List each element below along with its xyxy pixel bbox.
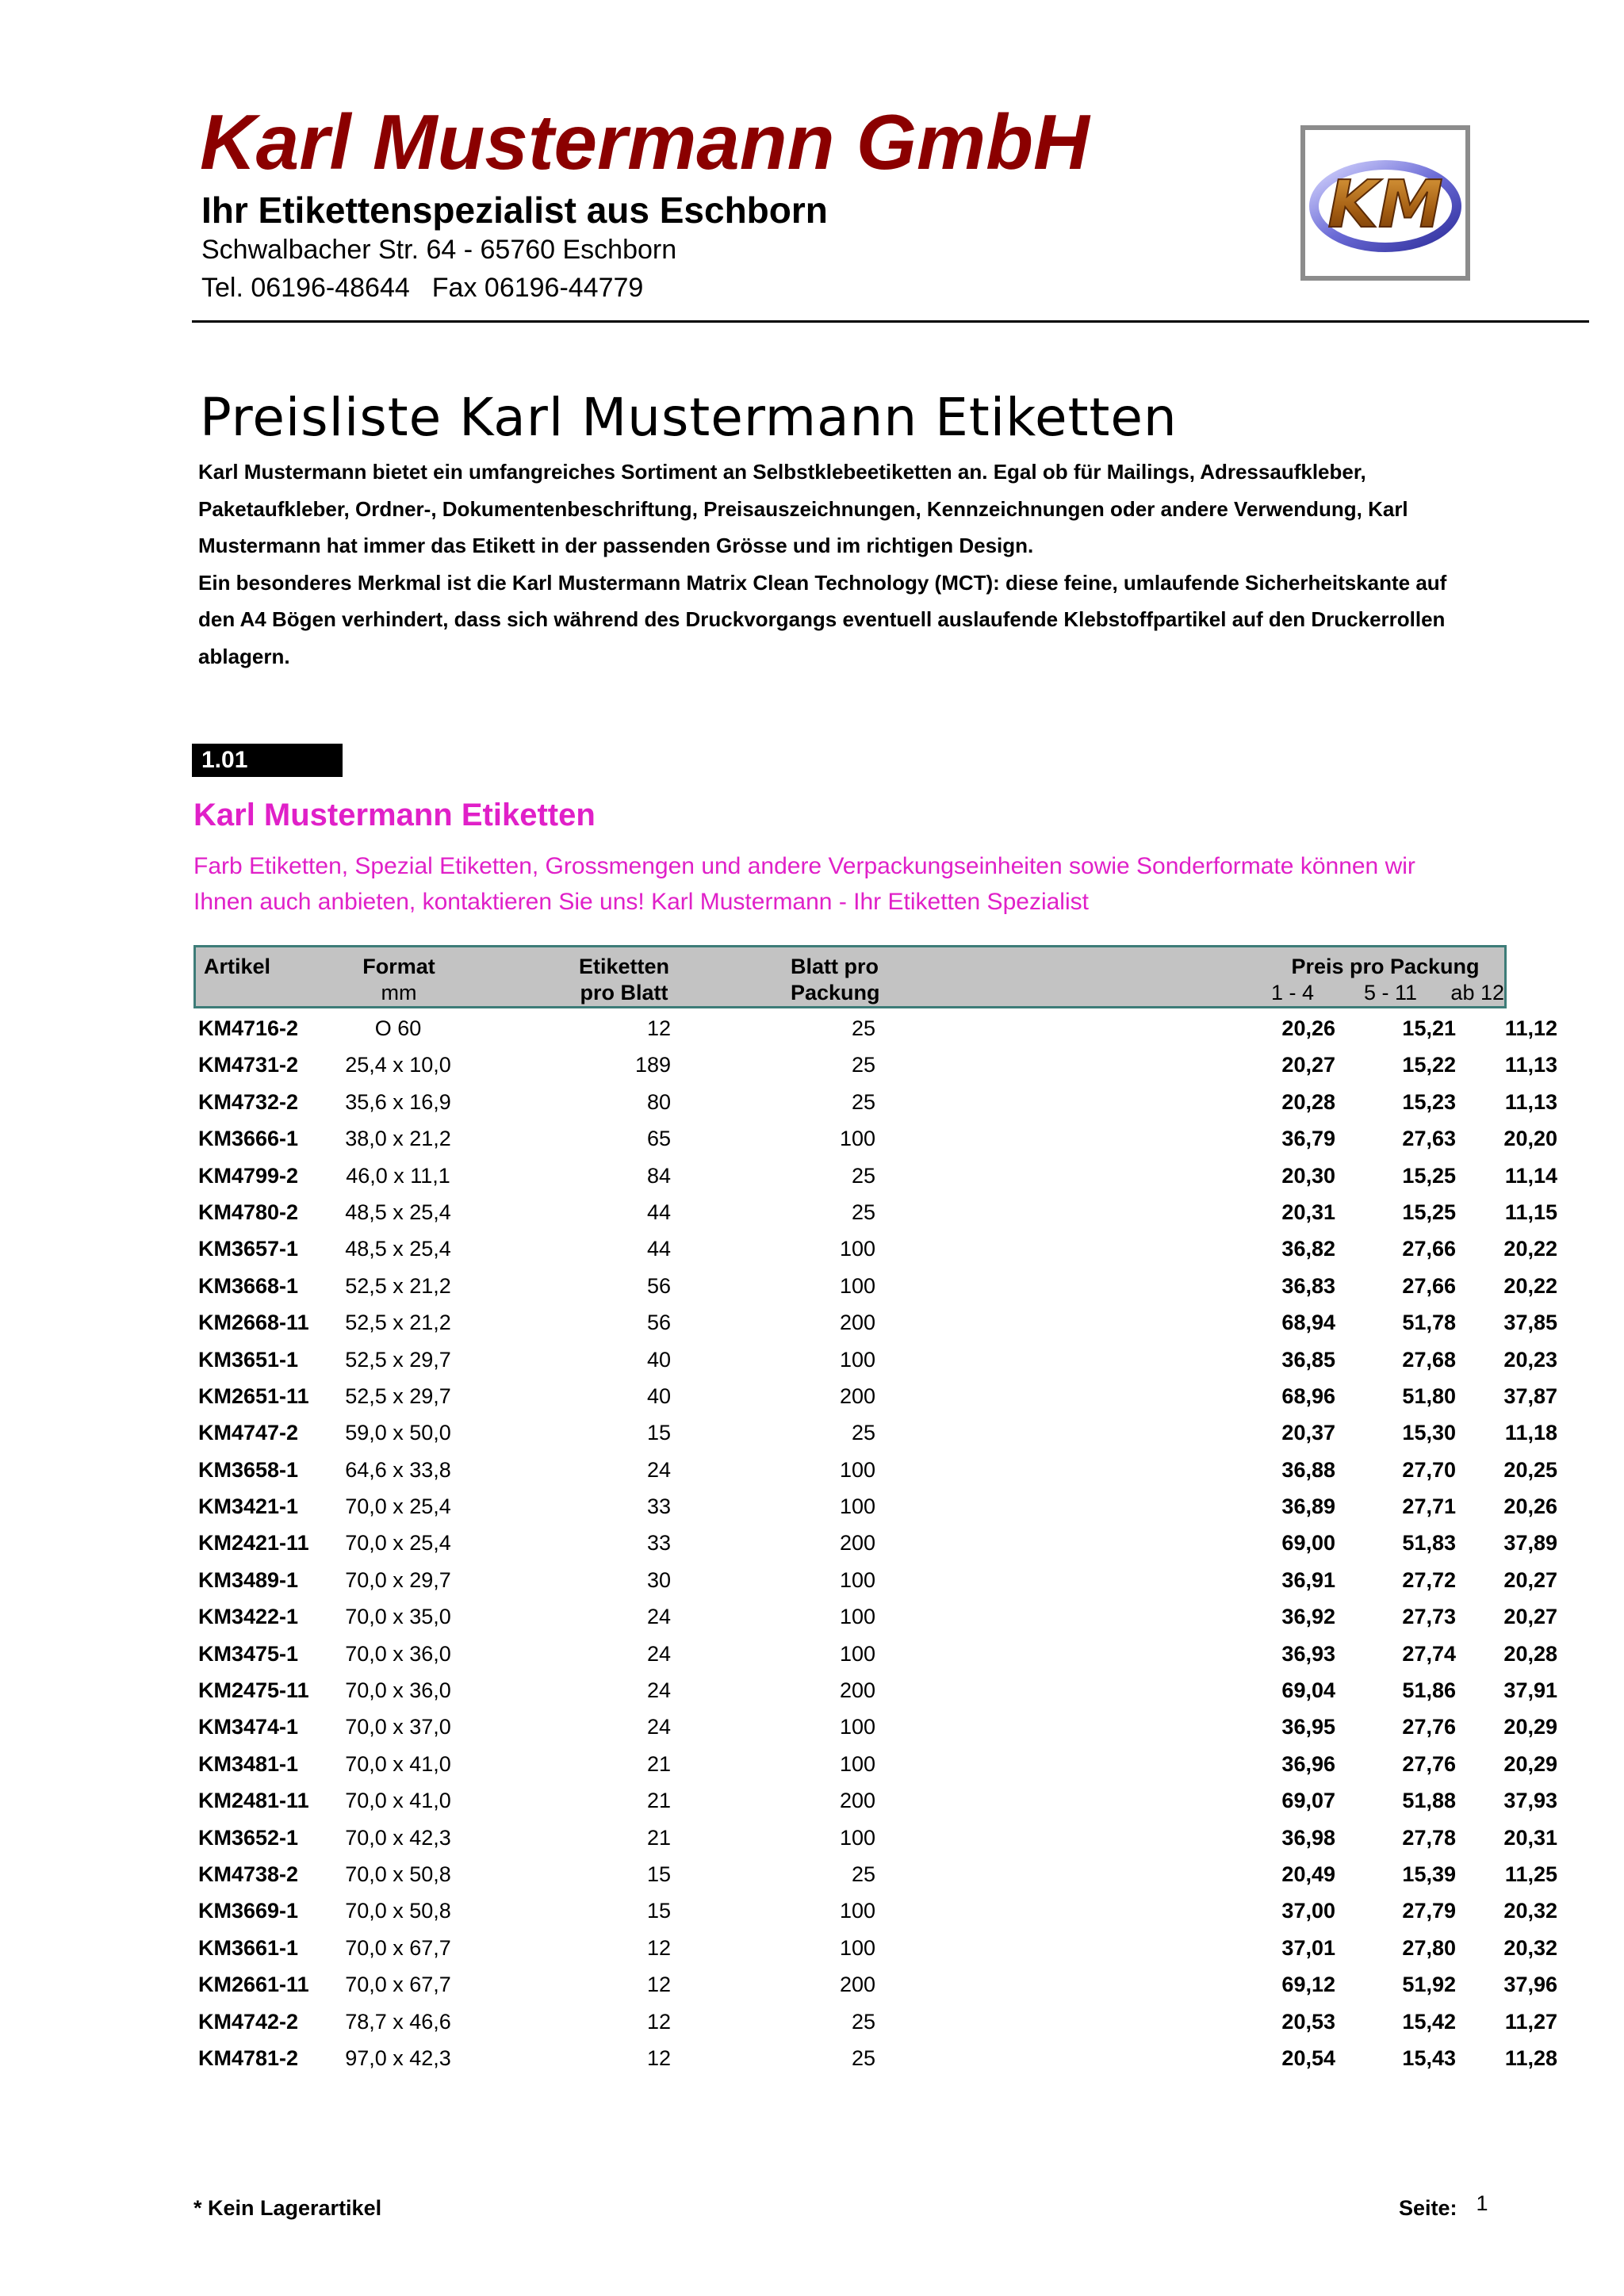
cell-preis-5-11: 27,72 — [1402, 1567, 1456, 1592]
cell-preis-ab-12: 37,85 — [1503, 1311, 1557, 1335]
company-logo — [1300, 125, 1470, 281]
cell-preis-1-4: 68,94 — [1281, 1311, 1335, 1335]
cell-preis-5-11: 15,30 — [1402, 1421, 1456, 1445]
table-row — [193, 1525, 1557, 1561]
intro-line: Karl Mustermann bietet ein umfangreiches Sortiment an Selbstklebeetiketten an. Egal ob für Mailings, Adressaufkleber, — [198, 460, 1366, 484]
cell-preis-ab-12: 20,23 — [1503, 1347, 1557, 1372]
cell-blatt: 100 — [839, 1641, 875, 1666]
cell-format: 70,0 x 35,0 — [345, 1605, 451, 1629]
cell-preis-5-11: 27,80 — [1402, 1935, 1456, 1960]
cell-preis-1-4: 20,53 — [1281, 2009, 1335, 2034]
cell-blatt: 25 — [851, 1089, 875, 1114]
cell-format: 48,5 x 25,4 — [345, 1237, 451, 1261]
page-number: 1 — [1476, 2191, 1488, 2215]
cell-preis-1-4: 36,85 — [1281, 1347, 1335, 1372]
cell-preis-5-11: 27,73 — [1402, 1605, 1456, 1629]
cell-preis-5-11: 27,70 — [1402, 1457, 1456, 1482]
cell-blatt: 25 — [851, 2009, 875, 2034]
cell-blatt: 100 — [839, 1127, 875, 1151]
cell-etiketten: 15 — [646, 1899, 671, 1923]
table-row — [193, 1268, 1557, 1304]
cell-blatt: 100 — [839, 1567, 875, 1592]
cell-blatt: 25 — [851, 1862, 875, 1886]
table-row — [193, 1341, 1557, 1378]
cell-preis-1-4: 20,27 — [1281, 1053, 1335, 1077]
cell-preis-1-4: 36,91 — [1281, 1567, 1335, 1592]
cell-blatt: 100 — [839, 1237, 875, 1261]
table-row — [193, 1120, 1557, 1157]
table-row — [193, 1194, 1557, 1230]
cell-preis-5-11: 15,43 — [1402, 2045, 1456, 2070]
cell-format: 78,7 x 46,6 — [345, 2009, 451, 2034]
cell-artikel: KM2481-11 — [198, 1789, 309, 1813]
cell-format: 52,5 x 29,7 — [345, 1383, 451, 1408]
cell-preis-ab-12: 20,28 — [1503, 1641, 1557, 1666]
cell-preis-5-11: 15,25 — [1402, 1163, 1456, 1188]
table-row — [193, 1820, 1557, 1856]
cell-format: 70,0 x 37,0 — [345, 1715, 451, 1739]
cell-preis-ab-12: 20,26 — [1503, 1494, 1557, 1519]
header-format-unit: mm — [381, 981, 417, 1004]
fax-number: Fax 06196-44779 — [431, 273, 644, 303]
table-row — [193, 1598, 1557, 1635]
cell-preis-ab-12: 20,31 — [1503, 1825, 1557, 1850]
cell-format: 70,0 x 25,4 — [345, 1531, 451, 1556]
km-logo-icon — [1305, 130, 1465, 276]
cell-preis-ab-12: 20,29 — [1503, 1751, 1557, 1776]
cell-preis-1-4: 20,31 — [1281, 1200, 1335, 1224]
table-row — [193, 1304, 1557, 1341]
cell-artikel: KM3481-1 — [198, 1751, 299, 1776]
cell-preis-5-11: 27,66 — [1402, 1237, 1456, 1261]
cell-preis-1-4: 37,00 — [1281, 1899, 1335, 1923]
cell-artikel: KM4780-2 — [198, 1200, 299, 1224]
cell-preis-ab-12: 11,27 — [1504, 2009, 1557, 2034]
cell-preis-5-11: 51,92 — [1402, 1973, 1456, 1997]
header-blatt-sub: Packung — [791, 981, 880, 1004]
cell-preis-1-4: 69,07 — [1281, 1789, 1335, 1813]
cell-artikel: KM4738-2 — [198, 1862, 299, 1886]
cell-format: 70,0 x 41,0 — [345, 1789, 451, 1813]
cell-preis-1-4: 36,83 — [1281, 1273, 1335, 1298]
cell-preis-5-11: 15,22 — [1402, 1053, 1456, 1077]
cell-etiketten: 65 — [646, 1127, 671, 1151]
cell-preis-5-11: 51,80 — [1402, 1383, 1456, 1408]
company-tagline: Ihr Etikettenspezialist aus Eschborn — [201, 189, 828, 231]
header-etiketten-sub: pro Blatt — [580, 981, 668, 1004]
cell-preis-ab-12: 11,13 — [1504, 1053, 1557, 1077]
table-row — [193, 2040, 1557, 2076]
section-description — [193, 848, 1526, 920]
page-indicator — [1399, 2191, 1488, 2221]
cell-format: 70,0 x 50,8 — [345, 1899, 451, 1923]
cell-preis-1-4: 69,12 — [1281, 1973, 1335, 1997]
cell-preis-5-11: 27,68 — [1402, 1347, 1456, 1372]
cell-blatt: 200 — [839, 1973, 875, 1997]
section-title: Karl Mustermann Etiketten — [193, 798, 596, 832]
cell-artikel: KM4731-2 — [198, 1053, 299, 1077]
cell-format: 38,0 x 21,2 — [345, 1127, 451, 1151]
cell-format: 48,5 x 25,4 — [345, 1200, 451, 1224]
cell-preis-1-4: 36,88 — [1281, 1457, 1335, 1482]
table-row — [193, 1930, 1557, 1966]
cell-artikel: KM3661-1 — [198, 1935, 299, 1960]
table-row — [193, 1709, 1557, 1745]
cell-etiketten: 40 — [646, 1347, 671, 1372]
cell-artikel: KM4732-2 — [198, 1089, 299, 1114]
page-title: Preisliste Karl Mustermann Etiketten — [200, 387, 1178, 448]
table-row — [193, 1746, 1557, 1782]
cell-format: 70,0 x 29,7 — [345, 1567, 451, 1592]
cell-preis-5-11: 15,42 — [1402, 2009, 1456, 2034]
cell-etiketten: 30 — [646, 1567, 671, 1592]
cell-format: 70,0 x 67,7 — [345, 1935, 451, 1960]
cell-preis-1-4: 36,79 — [1281, 1127, 1335, 1151]
cell-blatt: 100 — [839, 1899, 875, 1923]
cell-artikel: KM3651-1 — [198, 1347, 299, 1372]
cell-artikel: KM3489-1 — [198, 1567, 299, 1592]
cell-etiketten: 12 — [646, 1016, 671, 1040]
cell-preis-5-11: 27,74 — [1402, 1641, 1456, 1666]
cell-blatt: 200 — [839, 1531, 875, 1556]
cell-etiketten: 24 — [646, 1641, 671, 1666]
cell-preis-1-4: 20,26 — [1281, 1016, 1335, 1040]
intro-line: Ein besonderes Merkmal ist die Karl Mustermann Matrix Clean Technology (MCT): diese feine, umlaufende Sicherheitskante auf — [198, 570, 1447, 595]
table-row — [193, 1562, 1557, 1598]
section-description-line: Farb Etiketten, Spezial Etiketten, Grossmengen und andere Verpackungseinheiten sowie Sonderformate können wir — [193, 853, 1415, 879]
cell-preis-ab-12: 11,15 — [1504, 1200, 1557, 1224]
company-address: Schwalbacher Str. 64 - 65760 Eschborn — [201, 235, 677, 265]
cell-preis-ab-12: 11,18 — [1504, 1421, 1557, 1445]
cell-etiketten: 12 — [646, 1935, 671, 1960]
cell-preis-ab-12: 11,28 — [1504, 2045, 1557, 2070]
cell-format: 70,0 x 50,8 — [345, 1862, 451, 1886]
cell-etiketten: 21 — [646, 1789, 671, 1813]
cell-preis-5-11: 15,21 — [1402, 1016, 1456, 1040]
header-artikel: Artikel — [204, 955, 271, 978]
cell-preis-ab-12: 20,27 — [1503, 1567, 1557, 1592]
table-row — [193, 1378, 1557, 1414]
cell-format: 52,5 x 29,7 — [345, 1347, 451, 1372]
cell-blatt: 200 — [839, 1789, 875, 1813]
cell-preis-ab-12: 11,13 — [1504, 1089, 1557, 1114]
page-label: Seite: — [1399, 2196, 1457, 2220]
cell-etiketten: 12 — [646, 2009, 671, 2034]
price-table-header — [193, 945, 1507, 1008]
cell-preis-1-4: 37,01 — [1281, 1935, 1335, 1960]
cell-etiketten: 84 — [646, 1163, 671, 1188]
table-row — [193, 1782, 1557, 1819]
cell-preis-1-4: 68,96 — [1281, 1383, 1335, 1408]
cell-artikel: KM4716-2 — [198, 1016, 299, 1040]
cell-artikel: KM3669-1 — [198, 1899, 299, 1923]
cell-etiketten: 33 — [646, 1494, 671, 1519]
cell-preis-1-4: 36,82 — [1281, 1237, 1335, 1261]
table-row — [193, 1158, 1557, 1194]
cell-preis-5-11: 27,76 — [1402, 1751, 1456, 1776]
cell-blatt: 100 — [839, 1494, 875, 1519]
cell-preis-1-4: 36,93 — [1281, 1641, 1335, 1666]
table-row — [193, 1452, 1557, 1488]
cell-preis-1-4: 36,98 — [1281, 1825, 1335, 1850]
cell-format: 70,0 x 36,0 — [345, 1678, 451, 1703]
cell-preis-5-11: 51,83 — [1402, 1531, 1456, 1556]
cell-preis-5-11: 15,39 — [1402, 1862, 1456, 1886]
cell-preis-1-4: 69,00 — [1281, 1531, 1335, 1556]
cell-preis-5-11: 27,76 — [1402, 1715, 1456, 1739]
cell-format: 25,4 x 10,0 — [345, 1053, 451, 1077]
cell-artikel: KM4799-2 — [198, 1163, 299, 1188]
cell-blatt: 100 — [839, 1935, 875, 1960]
cell-etiketten: 56 — [646, 1311, 671, 1335]
cell-preis-5-11: 51,78 — [1402, 1311, 1456, 1335]
cell-preis-ab-12: 37,93 — [1503, 1789, 1557, 1813]
header-tier-1: 1 - 4 — [1270, 981, 1314, 1004]
cell-blatt: 100 — [839, 1457, 875, 1482]
cell-blatt: 200 — [839, 1383, 875, 1408]
cell-format: 64,6 x 33,8 — [345, 1457, 451, 1482]
table-row — [193, 1230, 1557, 1267]
cell-preis-1-4: 36,96 — [1281, 1751, 1335, 1776]
cell-artikel: KM3474-1 — [198, 1715, 299, 1739]
cell-artikel: KM2475-11 — [198, 1678, 309, 1703]
header-preis: Preis pro Packung — [1291, 955, 1480, 978]
cell-etiketten: 24 — [646, 1678, 671, 1703]
cell-etiketten: 189 — [634, 1053, 671, 1077]
cell-blatt: 200 — [839, 1678, 875, 1703]
logo-text: KM — [1327, 167, 1443, 243]
cell-preis-ab-12: 11,25 — [1504, 1862, 1557, 1886]
cell-preis-ab-12: 20,29 — [1503, 1715, 1557, 1739]
cell-etiketten: 12 — [646, 1973, 671, 1997]
cell-etiketten: 33 — [646, 1531, 671, 1556]
price-table-body — [193, 1010, 1557, 2076]
cell-preis-1-4: 20,54 — [1281, 2045, 1335, 2070]
cell-artikel: KM3657-1 — [198, 1237, 299, 1261]
table-row — [193, 1084, 1557, 1120]
intro-line: den A4 Bögen verhindert, dass sich während des Druckvorgangs eventuell auslaufende Klebstoffpartikel auf den Druckerrollen — [198, 607, 1446, 631]
cell-artikel: KM2668-11 — [198, 1311, 309, 1335]
header-blatt: Blatt pro — [791, 955, 879, 978]
cell-blatt: 25 — [851, 1421, 875, 1445]
cell-preis-1-4: 36,92 — [1281, 1605, 1335, 1629]
cell-artikel: KM4742-2 — [198, 2009, 299, 2034]
company-contact — [201, 273, 643, 304]
cell-preis-1-4: 20,28 — [1281, 1089, 1335, 1114]
table-row — [193, 1414, 1557, 1451]
cell-etiketten: 12 — [646, 2045, 671, 2070]
cell-format: 70,0 x 36,0 — [345, 1641, 451, 1666]
cell-artikel: KM2421-11 — [198, 1531, 309, 1556]
cell-preis-5-11: 27,71 — [1402, 1494, 1456, 1519]
cell-preis-5-11: 15,23 — [1402, 1089, 1456, 1114]
cell-etiketten: 15 — [646, 1862, 671, 1886]
cell-preis-ab-12: 20,32 — [1503, 1899, 1557, 1923]
cell-format: 35,6 x 16,9 — [345, 1089, 451, 1114]
phone-number: Tel. 06196-48644 — [201, 273, 410, 303]
section-description-line: Ihnen auch anbieten, kontaktieren Sie uns! Karl Mustermann - Ihr Etiketten Spezialist — [193, 889, 1089, 915]
cell-format: 46,0 x 11,1 — [346, 1163, 450, 1188]
header-tier-3: ab 12 — [1450, 981, 1504, 1004]
intro-line: Paketaufkleber, Ordner-, Dokumentenbeschriftung, Preisauszeichnungen, Kennzeichnungen oder andere Verwendung, Karl — [198, 496, 1408, 521]
cell-etiketten: 21 — [646, 1751, 671, 1776]
header-etiketten: Etiketten — [578, 955, 670, 978]
intro-line: Mustermann hat immer das Etikett in der passenden Grösse und im richtigen Design. — [198, 534, 1034, 557]
cell-etiketten: 44 — [646, 1200, 671, 1224]
footer-note: * Kein Lagerartikel — [193, 2196, 382, 2220]
cell-preis-ab-12: 20,22 — [1503, 1273, 1557, 1298]
cell-preis-5-11: 51,86 — [1402, 1678, 1456, 1703]
cell-etiketten: 24 — [646, 1605, 671, 1629]
cell-artikel: KM3666-1 — [198, 1127, 299, 1151]
cell-format: O 60 — [374, 1016, 422, 1040]
cell-etiketten: 44 — [646, 1237, 671, 1261]
table-row — [193, 1856, 1557, 1892]
cell-artikel: KM4781-2 — [198, 2045, 299, 2070]
cell-etiketten: 15 — [646, 1421, 671, 1445]
table-row — [193, 1892, 1557, 1929]
cell-preis-1-4: 36,95 — [1281, 1715, 1335, 1739]
header-tier-2: 5 - 11 — [1363, 981, 1417, 1004]
cell-preis-1-4: 20,30 — [1281, 1163, 1335, 1188]
cell-format: 59,0 x 50,0 — [345, 1421, 451, 1445]
cell-preis-1-4: 20,37 — [1281, 1421, 1335, 1445]
cell-etiketten: 56 — [646, 1273, 671, 1298]
cell-preis-1-4: 36,89 — [1281, 1494, 1335, 1519]
cell-etiketten: 24 — [646, 1715, 671, 1739]
cell-preis-ab-12: 20,25 — [1503, 1457, 1557, 1482]
cell-preis-ab-12: 20,20 — [1503, 1127, 1557, 1151]
table-row — [193, 1488, 1557, 1525]
header-divider — [192, 320, 1589, 323]
cell-blatt: 25 — [851, 2045, 875, 2070]
table-row — [193, 1672, 1557, 1709]
cell-preis-1-4: 20,49 — [1281, 1862, 1335, 1886]
cell-format: 70,0 x 42,3 — [345, 1825, 451, 1850]
intro-line: ablagern. — [198, 644, 290, 668]
cell-preis-ab-12: 20,27 — [1503, 1605, 1557, 1629]
cell-artikel: KM3475-1 — [198, 1641, 299, 1666]
intro-paragraph — [198, 453, 1515, 675]
cell-artikel: KM3668-1 — [198, 1273, 299, 1298]
cell-artikel: KM2661-11 — [198, 1973, 309, 1997]
cell-artikel: KM3422-1 — [198, 1605, 299, 1629]
cell-preis-ab-12: 11,12 — [1504, 1016, 1557, 1040]
cell-blatt: 25 — [851, 1200, 875, 1224]
cell-preis-5-11: 27,63 — [1402, 1127, 1456, 1151]
cell-artikel: KM4747-2 — [198, 1421, 299, 1445]
cell-blatt: 25 — [851, 1016, 875, 1040]
table-row — [193, 2003, 1557, 2040]
cell-etiketten: 40 — [646, 1383, 671, 1408]
company-name: Karl Mustermann GmbH — [200, 98, 1090, 186]
cell-format: 52,5 x 21,2 — [345, 1273, 451, 1298]
cell-preis-ab-12: 20,32 — [1503, 1935, 1557, 1960]
cell-blatt: 100 — [839, 1825, 875, 1850]
cell-preis-1-4: 69,04 — [1281, 1678, 1335, 1703]
cell-preis-5-11: 27,66 — [1402, 1273, 1456, 1298]
cell-blatt: 100 — [839, 1273, 875, 1298]
cell-preis-ab-12: 37,87 — [1503, 1383, 1557, 1408]
cell-preis-ab-12: 11,14 — [1504, 1163, 1557, 1188]
cell-preis-5-11: 27,79 — [1402, 1899, 1456, 1923]
cell-artikel: KM2651-11 — [198, 1383, 309, 1408]
section-number: 1.01 — [192, 744, 343, 777]
table-row — [193, 1047, 1557, 1083]
cell-format: 97,0 x 42,3 — [345, 2045, 451, 2070]
cell-preis-5-11: 51,88 — [1402, 1789, 1456, 1813]
cell-blatt: 100 — [839, 1347, 875, 1372]
cell-preis-ab-12: 37,91 — [1503, 1678, 1557, 1703]
cell-preis-ab-12: 37,96 — [1503, 1973, 1557, 1997]
cell-blatt: 100 — [839, 1715, 875, 1739]
cell-format: 52,5 x 21,2 — [345, 1311, 451, 1335]
cell-etiketten: 24 — [646, 1457, 671, 1482]
cell-preis-5-11: 15,25 — [1402, 1200, 1456, 1224]
cell-blatt: 25 — [851, 1163, 875, 1188]
cell-format: 70,0 x 25,4 — [345, 1494, 451, 1519]
cell-format: 70,0 x 41,0 — [345, 1751, 451, 1776]
cell-blatt: 100 — [839, 1605, 875, 1629]
header-format: Format — [362, 955, 435, 978]
cell-preis-5-11: 27,78 — [1402, 1825, 1456, 1850]
cell-artikel: KM3652-1 — [198, 1825, 299, 1850]
table-row — [193, 1966, 1557, 2003]
cell-blatt: 100 — [839, 1751, 875, 1776]
cell-blatt: 25 — [851, 1053, 875, 1077]
cell-etiketten: 21 — [646, 1825, 671, 1850]
cell-artikel: KM3421-1 — [198, 1494, 299, 1519]
cell-format: 70,0 x 67,7 — [345, 1973, 451, 1997]
cell-preis-ab-12: 37,89 — [1503, 1531, 1557, 1556]
cell-etiketten: 80 — [646, 1089, 671, 1114]
cell-blatt: 200 — [839, 1311, 875, 1335]
table-row — [193, 1010, 1557, 1047]
cell-artikel: KM3658-1 — [198, 1457, 299, 1482]
table-row — [193, 1636, 1557, 1672]
cell-preis-ab-12: 20,22 — [1503, 1237, 1557, 1261]
